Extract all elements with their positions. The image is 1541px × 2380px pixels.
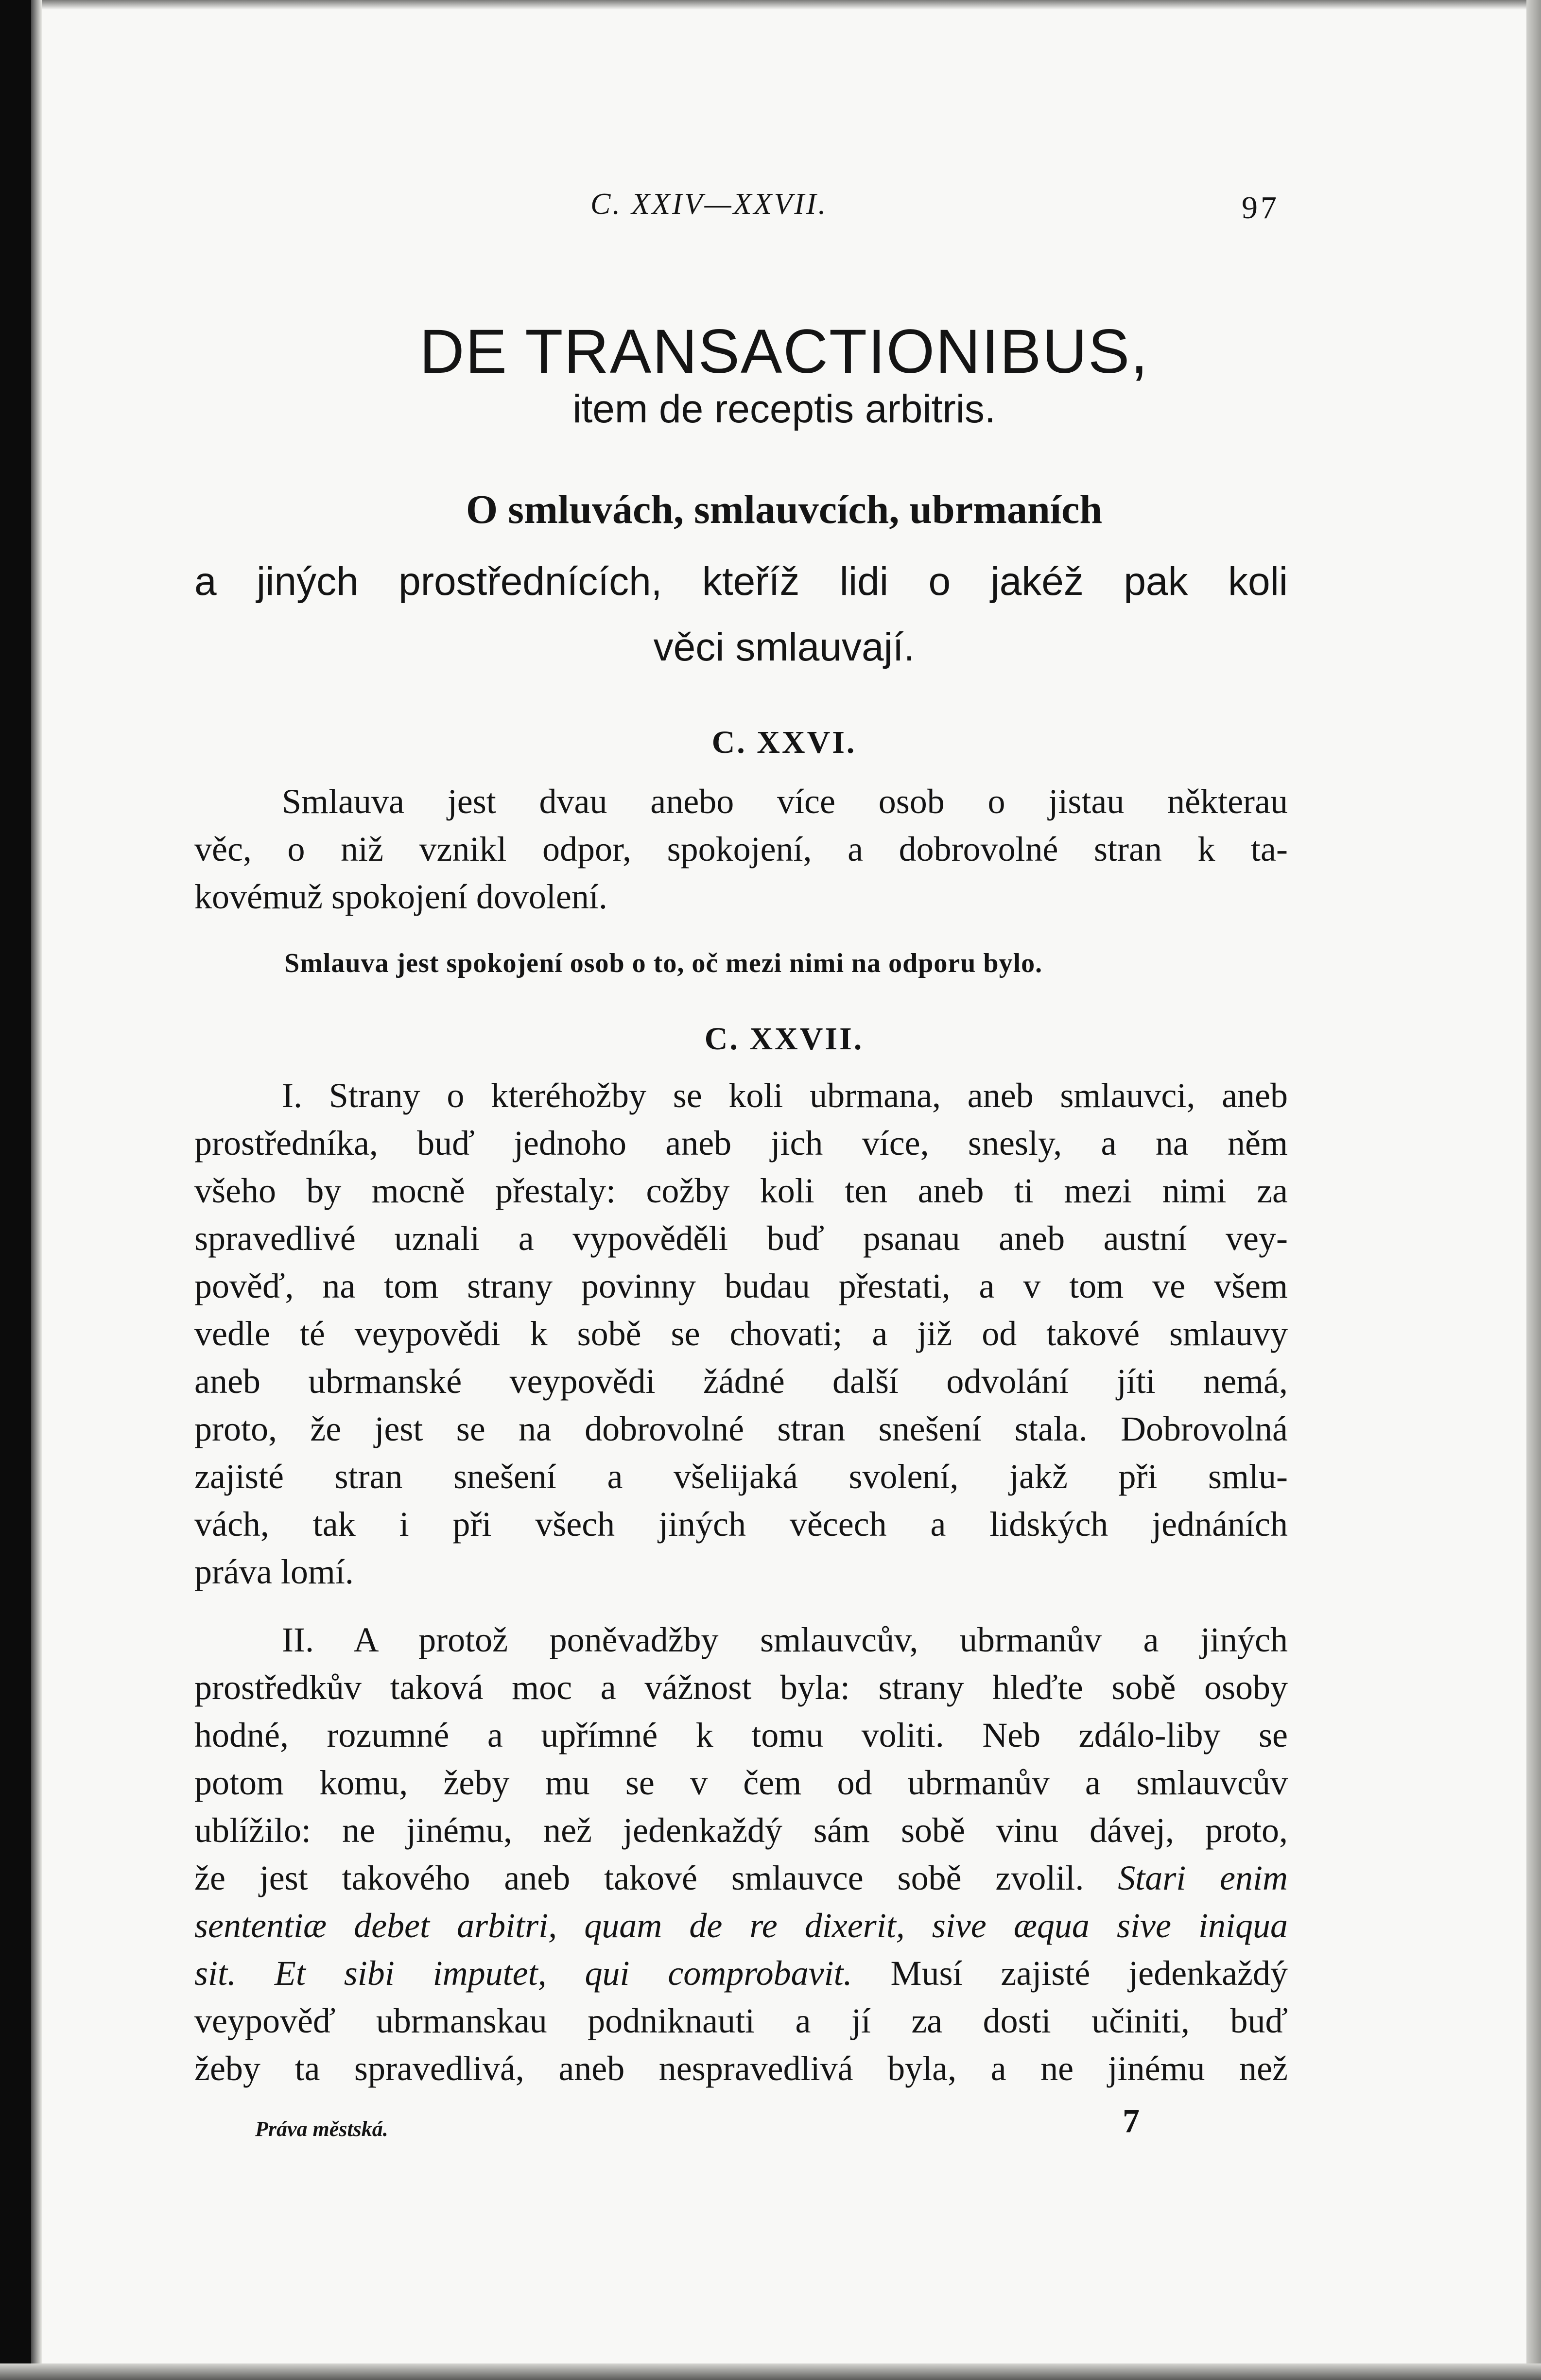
text-line: žeby ta spravedlivá, aneb nespravedlivá byla, a ne jinému než: [194, 2049, 1288, 2088]
text-line: proto, že jest se na dobrovolné stran snešení stala. Dobrovolná: [194, 1409, 1288, 1448]
text-line: vedle té veypovědi k sobě se chovati; a již od takové smlauvy: [194, 1314, 1288, 1353]
text-line: I. Strany o kteréhožby se koli ubrmana, aneb smlauvci, aneb: [282, 1076, 1288, 1115]
chapter-26-summary: Smlauva jest spokojení osob o to, oč mezi nimi na odporu bylo.: [284, 948, 1043, 978]
text-line-mixed: [194, 1949, 1288, 1997]
text-line: Smlauva jest dvau anebo více osob o jistau některau: [282, 782, 1288, 821]
page-number: 97: [1242, 190, 1280, 226]
text-latin-quote: sit. Et sibi imputet, qui comprobavit.: [194, 1954, 852, 1993]
text-line: hodné, rozumné a upřímné k tomu voliti. Neb zdálo-liby se: [194, 1716, 1288, 1755]
text-line: potom komu, žeby mu se v čem od ubrmanův a smlauvcův: [194, 1763, 1288, 1802]
text-line: II. A protož poněvadžby smlauvcův, ubrmanův a jiných: [282, 1620, 1288, 1659]
text-line: pověď, na tom strany povinny budau přestati, a v tom ve všem: [194, 1267, 1288, 1305]
text-line: zajisté stran snešení a všelijaká svolení, jakž při smlu-: [194, 1457, 1288, 1496]
text-line: veypověď ubrmanskau podniknauti a jí za dosti učiniti, buď: [194, 2001, 1288, 2040]
text-line: věc, o niž vznikl odpor, spokojení, a dobrovolné stran k ta-: [194, 830, 1288, 869]
section-heading-latin: DE TRANSACTIONIBUS,: [419, 317, 1149, 386]
running-head: C. XXIV—XXVII.: [590, 188, 828, 221]
section-subheading-czech-line-2: věci smlauvají.: [653, 625, 915, 669]
text-czech: že jest takového aneb takové smlauvce sobě zvolil.: [194, 1859, 1084, 1897]
section-subheading-latin: item de receptis arbitris.: [572, 387, 996, 431]
section-subheading-czech-line-1: a jiných prostřednících, kteříž lidi o jakéž pak koli: [194, 559, 1288, 604]
scan-edge-top: [0, 0, 1541, 10]
chapter-27-section-2: [194, 1616, 1288, 2092]
text-line: vách, tak i při všech jiných věcech a lidských jednáních: [194, 1505, 1288, 1544]
chapter-26-text: [194, 778, 1288, 921]
footer-source-title: Práva městská.: [255, 2117, 388, 2141]
section-heading-czech: O smluvách, smlauvcích, ubrmaních: [466, 487, 1103, 532]
chapter-27-section-1: [194, 1072, 1288, 1596]
text-line-mixed: [194, 1854, 1288, 1902]
printer-signature-mark: 7: [1123, 2102, 1140, 2140]
scan-edge-bottom: [0, 2363, 1541, 2380]
text-line: aneb ubrmanské veypovědi žádné další odvolání jíti nemá,: [194, 1362, 1288, 1401]
text-line-latin: [194, 1902, 1288, 1949]
chapter-label-26: C. XXVI.: [711, 725, 857, 760]
text-line: kovémuž spokojení dovolení.: [194, 877, 607, 916]
text-line: prostředkův taková moc a vážnost byla: strany hleďte sobě osoby: [194, 1668, 1288, 1707]
chapter-label-27: C. XXVII.: [704, 1021, 864, 1057]
text-latin-quote: Stari enim: [1118, 1859, 1288, 1897]
text-latin-quote: sententiæ debet arbitri, quam de re dixerit, sive æqua sive iniqua: [194, 1906, 1288, 1945]
text-line: všeho by mocně přestaly: cožby koli ten aneb ti mezi nimi za: [194, 1171, 1288, 1210]
text-line: prostředníka, buď jednoho aneb jich více, snesly, a na něm: [194, 1124, 1288, 1163]
text-line: práva lomí.: [194, 1552, 354, 1591]
text-czech: Musí zajisté jedenkaždý: [890, 1954, 1288, 1993]
text-line: ublížilo: ne jinému, než jedenkaždý sám sobě vinu dávej, proto,: [194, 1811, 1288, 1850]
text-line: spravedlivé uznali a vypověděli buď psanau aneb austní vey-: [194, 1219, 1288, 1258]
